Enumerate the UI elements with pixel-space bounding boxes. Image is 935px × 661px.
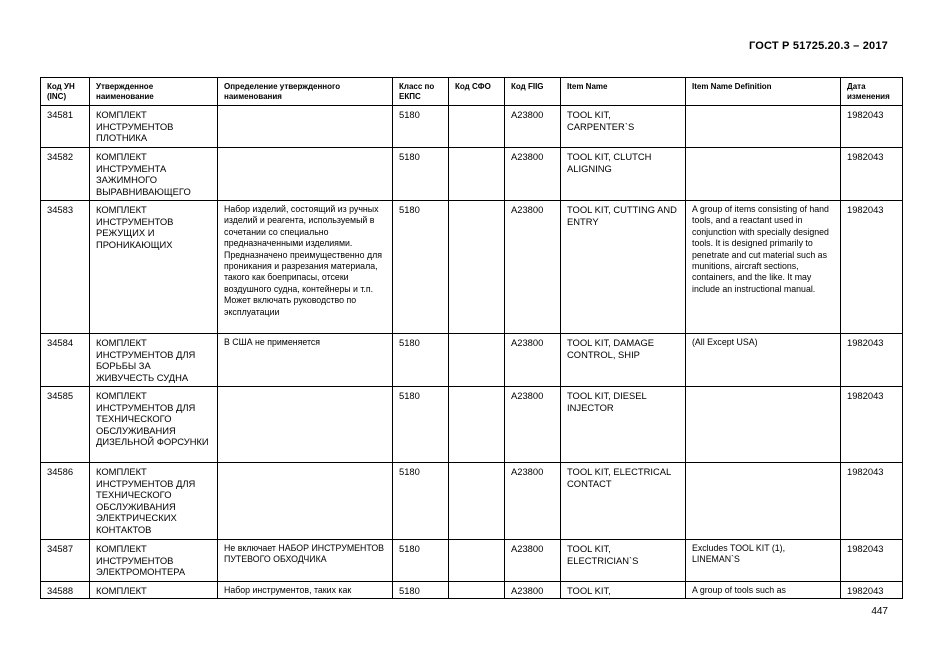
cell-date: 1982043 bbox=[841, 582, 903, 599]
cell-fiig: A23800 bbox=[505, 387, 561, 463]
column-header-item-definition: Item Name Definition bbox=[686, 78, 841, 106]
table-header-row bbox=[41, 78, 903, 106]
cell-definition-ru: Не включает НАБОР ИНСТРУМЕНТОВ ПУТЕВОГО ОБХОДЧИКА bbox=[218, 540, 393, 582]
table-row bbox=[41, 334, 903, 387]
cell-item-name: TOOL KIT, ELECTRICAL CONTACT bbox=[561, 463, 686, 540]
cell-date: 1982043 bbox=[841, 387, 903, 463]
cell-date: 1982043 bbox=[841, 463, 903, 540]
cell-item-definition: A group of tools such as bbox=[686, 582, 841, 599]
cell-definition-ru bbox=[218, 463, 393, 540]
table-row bbox=[41, 582, 903, 599]
cell-date: 1982043 bbox=[841, 148, 903, 201]
column-header-class: Класс по ЕКПС bbox=[393, 78, 449, 106]
cell-class: 5180 bbox=[393, 463, 449, 540]
cell-inc: 34587 bbox=[41, 540, 90, 582]
column-header-name-ru: Утвержденное наименование bbox=[90, 78, 218, 106]
cell-class: 5180 bbox=[393, 334, 449, 387]
cell-inc: 34581 bbox=[41, 106, 90, 148]
cell-name-ru: КОМПЛЕКТ ИНСТРУМЕНТА ЗАЖИМНОГО ВЫРАВНИВАЮЩЕГО bbox=[90, 148, 218, 201]
cell-item-name: TOOL KIT, CLUTCH ALIGNING bbox=[561, 148, 686, 201]
cell-sfo bbox=[449, 334, 505, 387]
cell-sfo bbox=[449, 582, 505, 599]
cell-date: 1982043 bbox=[841, 334, 903, 387]
cell-inc: 34588 bbox=[41, 582, 90, 599]
cell-item-definition bbox=[686, 463, 841, 540]
cell-name-ru: КОМПЛЕКТ bbox=[90, 582, 218, 599]
cell-name-ru: КОМПЛЕКТ ИНСТРУМЕНТОВ ЭЛЕКТРОМОНТЕРА bbox=[90, 540, 218, 582]
table-row bbox=[41, 148, 903, 201]
cell-class: 5180 bbox=[393, 582, 449, 599]
cell-fiig: A23800 bbox=[505, 334, 561, 387]
cell-class: 5180 bbox=[393, 148, 449, 201]
cell-definition-ru: Набор изделий, состоящий из ручных изделий и реагента, используемый в сочетании со специально предназначенными изделиями. Предназначено преимущественно для проникания и разрезания материала, такого как боеприпасы, отсеки воздушного судна, контейнеры и т.п. Может включать руководство по эксплуатации bbox=[218, 201, 393, 334]
cell-definition-ru bbox=[218, 387, 393, 463]
cell-sfo bbox=[449, 540, 505, 582]
cell-sfo bbox=[449, 106, 505, 148]
cell-item-definition: (All Except USA) bbox=[686, 334, 841, 387]
cell-sfo bbox=[449, 387, 505, 463]
table-row bbox=[41, 540, 903, 582]
cell-item-name: TOOL KIT, bbox=[561, 582, 686, 599]
cell-inc: 34585 bbox=[41, 387, 90, 463]
cell-sfo bbox=[449, 148, 505, 201]
table-row bbox=[41, 463, 903, 540]
cell-name-ru: КОМПЛЕКТ ИНСТРУМЕНТОВ РЕЖУЩИХ И ПРОНИКАЮЩИХ bbox=[90, 201, 218, 334]
cell-fiig: A23800 bbox=[505, 582, 561, 599]
cell-name-ru: КОМПЛЕКТ ИНСТРУМЕНТОВ ПЛОТНИКА bbox=[90, 106, 218, 148]
cell-fiig: A23800 bbox=[505, 148, 561, 201]
cell-class: 5180 bbox=[393, 540, 449, 582]
cell-fiig: A23800 bbox=[505, 540, 561, 582]
column-header-item-name: Item Name bbox=[561, 78, 686, 106]
cell-fiig: A23800 bbox=[505, 463, 561, 540]
cell-date: 1982043 bbox=[841, 540, 903, 582]
cell-item-definition bbox=[686, 387, 841, 463]
cell-definition-ru: В США не применяется bbox=[218, 334, 393, 387]
column-header-fiig: Код FIIG bbox=[505, 78, 561, 106]
cell-item-definition bbox=[686, 106, 841, 148]
cell-inc: 34582 bbox=[41, 148, 90, 201]
cell-definition-ru bbox=[218, 106, 393, 148]
cell-inc: 34584 bbox=[41, 334, 90, 387]
cell-item-name: TOOL KIT, DIESEL INJECTOR bbox=[561, 387, 686, 463]
column-header-date: Дата изменения bbox=[841, 78, 903, 106]
cell-item-definition: Excludes TOOL KIT (1), LINEMAN`S bbox=[686, 540, 841, 582]
column-header-definition-ru: Определение утвержденного наименования bbox=[218, 78, 393, 106]
cell-class: 5180 bbox=[393, 387, 449, 463]
cell-item-name: TOOL KIT, CARPENTER`S bbox=[561, 106, 686, 148]
cell-definition-ru bbox=[218, 148, 393, 201]
document-header: ГОСТ Р 51725.20.3 – 2017 bbox=[748, 40, 888, 52]
cell-sfo bbox=[449, 201, 505, 334]
cell-inc: 34583 bbox=[41, 201, 90, 334]
cell-date: 1982043 bbox=[841, 201, 903, 334]
cell-date: 1982043 bbox=[841, 106, 903, 148]
cell-class: 5180 bbox=[393, 106, 449, 148]
catalog-table bbox=[40, 77, 903, 599]
column-header-inc: Код УН (INC) bbox=[41, 78, 90, 106]
cell-name-ru: КОМПЛЕКТ ИНСТРУМЕНТОВ ДЛЯ ТЕХНИЧЕСКОГО ОБСЛУЖИВАНИЯ ЭЛЕКТРИЧЕСКИХ КОНТАКТОВ bbox=[90, 463, 218, 540]
cell-item-definition bbox=[686, 148, 841, 201]
cell-item-name: TOOL KIT, DAMAGE CONTROL, SHIP bbox=[561, 334, 686, 387]
table-row bbox=[41, 106, 903, 148]
cell-item-name: TOOL KIT, CUTTING AND ENTRY bbox=[561, 201, 686, 334]
cell-definition-ru: Набор инструментов, таких как bbox=[218, 582, 393, 599]
cell-fiig: A23800 bbox=[505, 106, 561, 148]
table-row bbox=[41, 387, 903, 463]
cell-item-definition: A group of items consisting of hand tools, and a reactant used in conjunction with specially designed tools. It is designed primarily to penetrate and cut material such as munitions, aircraft sections, containers, and the like. It may include an instructional manual. bbox=[686, 201, 841, 334]
column-header-sfo: Код СФО bbox=[449, 78, 505, 106]
cell-name-ru: КОМПЛЕКТ ИНСТРУМЕНТОВ ДЛЯ БОРЬБЫ ЗА ЖИВУЧЕСТЬ СУДНА bbox=[90, 334, 218, 387]
cell-sfo bbox=[449, 463, 505, 540]
cell-item-name: TOOL KIT, ELECTRICIAN`S bbox=[561, 540, 686, 582]
cell-name-ru: КОМПЛЕКТ ИНСТРУМЕНТОВ ДЛЯ ТЕХНИЧЕСКОГО ОБСЛУЖИВАНИЯ ДИЗЕЛЬНОЙ ФОРСУНКИ bbox=[90, 387, 218, 463]
cell-fiig: A23800 bbox=[505, 201, 561, 334]
table-row bbox=[41, 201, 903, 334]
cell-inc: 34586 bbox=[41, 463, 90, 540]
page-number: 447 bbox=[871, 606, 888, 617]
cell-class: 5180 bbox=[393, 201, 449, 334]
